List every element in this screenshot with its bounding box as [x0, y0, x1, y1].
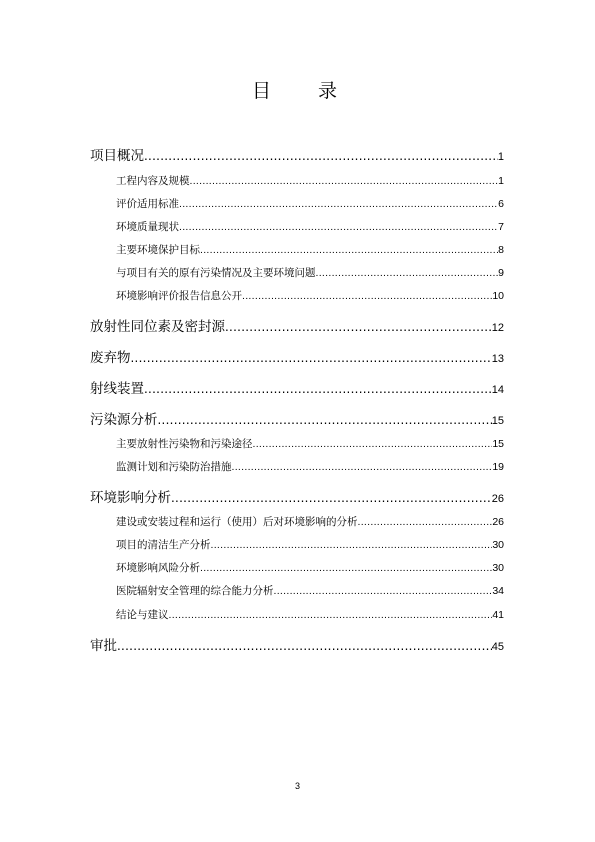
- toc-entry-label: 项目概况: [90, 148, 144, 164]
- toc-title-char-1: 目: [252, 80, 272, 102]
- page-number: 3: [294, 781, 300, 791]
- toc-entry-label: 建设或安装过程和运行（使用）后对环境影响的分析: [116, 516, 358, 528]
- toc-entry-label: 监测计划和污染防治措施: [116, 461, 232, 473]
- toc-entry-page: 30: [492, 539, 504, 551]
- toc-entry[interactable]: [116, 219, 504, 233]
- toc-entry[interactable]: [116, 265, 504, 279]
- toc-entry-label: 环境影响分析: [90, 490, 171, 506]
- toc-entry[interactable]: [116, 583, 504, 597]
- toc-entry[interactable]: [90, 315, 504, 333]
- toc-leader-dots: [211, 539, 493, 551]
- toc-entry[interactable]: [90, 634, 504, 652]
- toc-entry-page: 8: [498, 244, 504, 256]
- toc-entry-label: 环境质量现状: [116, 221, 179, 233]
- toc-leader-dots: [179, 198, 498, 210]
- toc-entry[interactable]: [116, 514, 504, 528]
- toc-entry[interactable]: [116, 560, 504, 574]
- toc-entry-page: 15: [492, 438, 504, 450]
- toc-entry-page: 6: [498, 198, 504, 210]
- toc-entry-page: 14: [491, 384, 504, 396]
- toc-entry-label: 结论与建议: [116, 609, 169, 621]
- toc-entry-page: 34: [492, 585, 504, 597]
- toc-entry-page: 7: [498, 221, 504, 233]
- toc-entry-label: 审批: [90, 638, 117, 654]
- toc-entry-page: 30: [492, 562, 504, 574]
- toc-entry[interactable]: [90, 486, 504, 504]
- toc-entry-page: 10: [492, 290, 504, 302]
- toc-entry-label: 射线装置: [90, 381, 144, 397]
- toc-entry-label: 工程内容及规模: [116, 175, 190, 187]
- toc-leader-dots: [131, 350, 492, 365]
- toc-entry[interactable]: [116, 436, 504, 450]
- toc-entry[interactable]: [116, 242, 504, 256]
- toc-leader-dots: [158, 412, 492, 427]
- toc-entry-label: 环境影响风险分析: [116, 562, 200, 574]
- toc-entry-label: 项目的清洁生产分析: [116, 539, 211, 551]
- toc-leader-dots: [169, 609, 493, 621]
- toc-entry-page: 15: [491, 415, 504, 427]
- toc-entry-page: 26: [492, 516, 504, 528]
- toc-entry-label: 主要放射性污染物和污染途径: [116, 438, 253, 450]
- toc-leader-dots: [274, 585, 493, 597]
- toc-entry-page: 9: [498, 267, 504, 279]
- toc-entry-label: 评价适用标准: [116, 198, 179, 210]
- toc-leader-dots: [117, 638, 492, 653]
- toc-entry-page: 1: [498, 175, 504, 187]
- toc-entry[interactable]: [90, 377, 504, 395]
- toc-entry-label: 废弃物: [90, 350, 131, 366]
- toc-leader-dots: [144, 381, 492, 396]
- toc-leader-dots: [200, 244, 498, 256]
- toc-entry-label: 放射性同位素及密封源: [90, 319, 225, 335]
- toc-leader-dots: [316, 267, 499, 279]
- toc-leader-dots: [253, 438, 493, 450]
- toc-entry[interactable]: [116, 173, 504, 187]
- toc-leader-dots: [179, 221, 498, 233]
- toc-entry-label: 与项目有关的原有污染情况及主要环境问题: [116, 267, 316, 279]
- toc-entry-label: 医院辐射安全管理的综合能力分析: [116, 585, 274, 597]
- toc-entry-page: 1: [497, 151, 504, 163]
- toc-entry-page: 19: [492, 461, 504, 473]
- toc-leader-dots: [190, 175, 499, 187]
- toc-leader-dots: [242, 290, 492, 302]
- toc-entry-label: 主要环境保护目标: [116, 244, 200, 256]
- toc-leader-dots: [200, 562, 492, 574]
- toc-leader-dots: [358, 516, 493, 528]
- toc-entry[interactable]: [116, 459, 504, 473]
- toc-leader-dots: [144, 148, 498, 163]
- toc-entry-page: 41: [492, 609, 504, 621]
- toc-leader-dots: [232, 461, 493, 473]
- toc-title-char-2: 录: [318, 80, 338, 102]
- toc-entry-page: 13: [491, 353, 504, 365]
- toc-entry[interactable]: [116, 607, 504, 621]
- toc-leader-dots: [225, 319, 492, 334]
- toc-leader-dots: [171, 490, 492, 505]
- toc-entry[interactable]: [116, 288, 504, 302]
- toc-entry[interactable]: [90, 346, 504, 364]
- toc-entry[interactable]: [90, 408, 504, 426]
- toc-entry[interactable]: [90, 144, 504, 162]
- toc-entry-page: 26: [491, 493, 504, 505]
- toc-entry-label: 环境影响评价报告信息公开: [116, 290, 242, 302]
- toc-entry[interactable]: [116, 537, 504, 551]
- toc-entry-label: 污染源分析: [90, 412, 158, 428]
- toc-entry[interactable]: [116, 196, 504, 210]
- toc-entry-page: 45: [491, 641, 504, 653]
- toc-entry-page: 12: [491, 322, 504, 334]
